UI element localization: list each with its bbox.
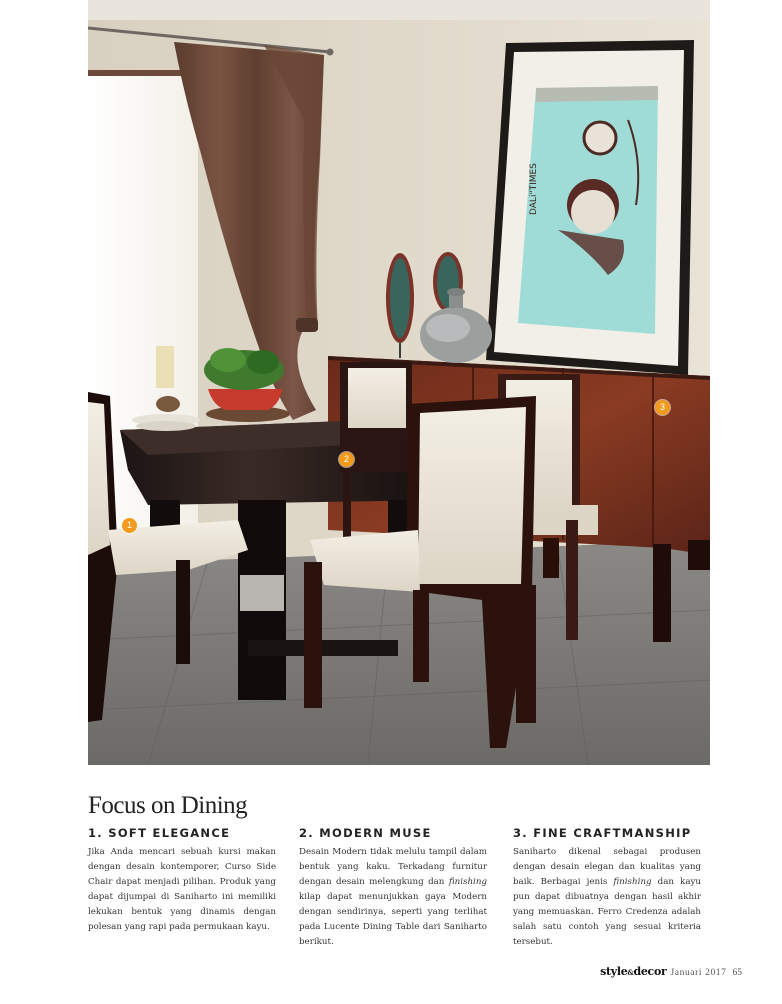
- callout-marker-2: 2: [339, 452, 354, 467]
- magazine-logo: [600, 965, 666, 978]
- page-number: 65: [732, 968, 742, 978]
- body-emphasis: finishing: [448, 877, 487, 887]
- column-title: 1. SOFT ELEGANCE: [88, 826, 231, 840]
- body-emphasis: finishing: [613, 877, 652, 887]
- logo-ampersand: &: [627, 968, 634, 977]
- artwork-text: DALi"TIMES: [529, 163, 539, 215]
- column-body: [299, 845, 487, 950]
- body-text: Desain Modern tidak melulu tampil dalam bentuk yang kaku. Terkadang furnitur dengan desain melengkung dan: [299, 847, 487, 887]
- curtain-rod-end: [327, 49, 334, 56]
- column-modern-muse: [299, 826, 487, 950]
- page-footer: [600, 960, 742, 979]
- callout-marker-1: 1: [122, 518, 137, 533]
- column-title: 2. MODERN MUSE: [299, 826, 432, 840]
- body-text: kilap dapat menunjukkan gaya Modern dengan sendirinya, seperti yang terlihat pada Lucente Dining Table dari Saniharto berikut.: [299, 892, 487, 947]
- curtain-tieback: [296, 318, 318, 332]
- window-frame: [88, 70, 183, 76]
- column-body: Jika Anda mencari sebuah kursi makan dengan desain kontemporer, Curso Side Chair dapat menjadi pilihan. Produk yang dapat dijumpai di Saniharto ini memiliki lekukan bentuk yang dinamis dengan polesan yang rapi pada permukaan kayu.: [88, 847, 276, 932]
- column-body: [513, 845, 701, 950]
- logo-part: style: [600, 965, 628, 978]
- logo-part: decor: [633, 965, 667, 978]
- column-fine-craftmanship: [513, 826, 701, 950]
- callout-marker-3: 3: [655, 400, 670, 415]
- body-text: dan kayu pun dapat dibuatnya dengan hasil akhir yang memuaskan. Ferro Credenza adalah salah satu contoh yang sesuai kriteria tersebut.: [513, 877, 701, 947]
- ceiling: [88, 0, 710, 20]
- framed-artwork: [486, 40, 694, 375]
- column-title: 3. FINE CRAFTMANSHIP: [513, 826, 692, 840]
- dining-room-illustration: [88, 0, 710, 765]
- section-heading: Focus on Dining: [88, 792, 248, 819]
- column-soft-elegance: [88, 826, 276, 935]
- dining-room-photo: [88, 0, 710, 765]
- issue-date: Januari 2017: [670, 968, 727, 978]
- body-text: Saniharto dikenal sebagai produsen dengan desain elegan dan kualitas yang baik. Berbagai jenis: [513, 847, 701, 887]
